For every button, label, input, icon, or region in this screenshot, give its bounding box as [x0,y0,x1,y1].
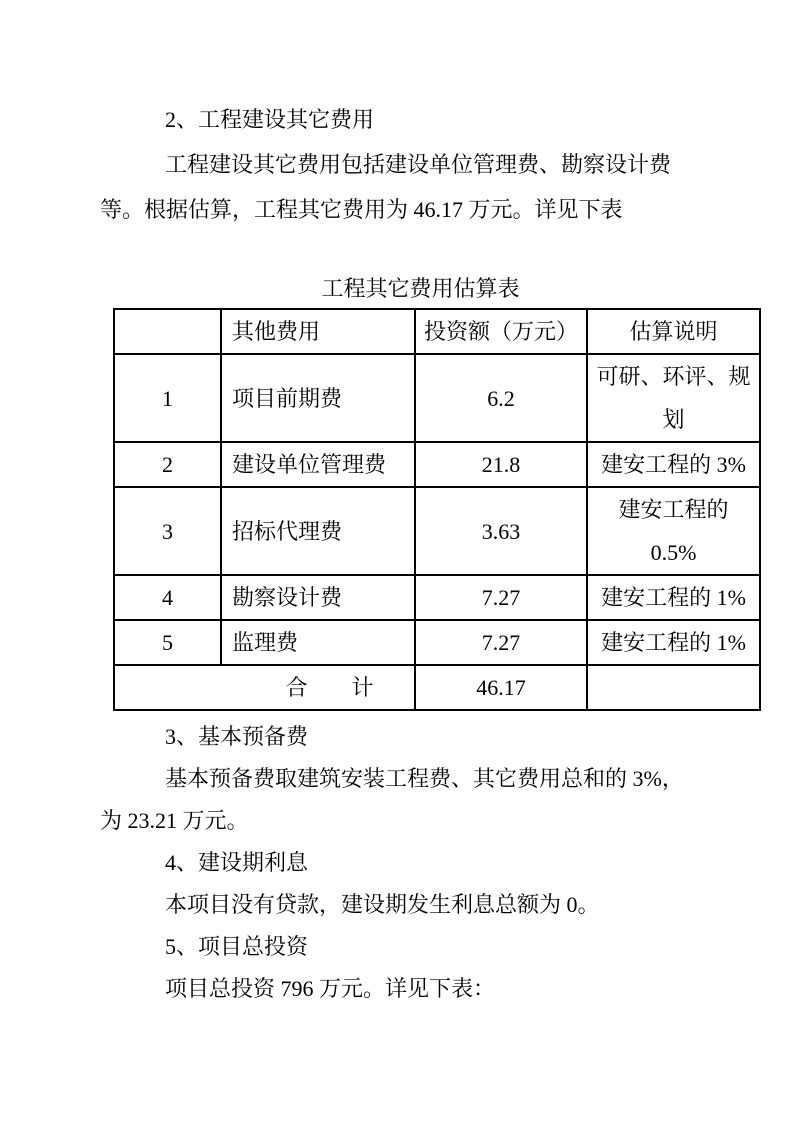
total-amount-cell: 46.17 [415,665,587,710]
note-cell [587,487,760,575]
note-line: 建安工程的 1% [601,630,746,655]
table-row [114,487,760,575]
note-line: 建安工程的 1% [601,585,746,610]
note-cell [587,620,760,665]
amount-cell: 7.27 [415,575,587,620]
bottom-text-block [100,716,741,1010]
total-note-cell [587,665,760,710]
heading-interest: 4、建设期利息 [165,850,309,875]
fee-name-cell: 监理费 [221,620,415,665]
note-line: 可研、环评、规 [596,364,751,389]
paragraph-contingency-line2: 为 23.21 万元。 [100,808,249,833]
heading-contingency: 3、基本预备费 [165,724,309,749]
document-content [100,97,751,1010]
row-number-cell: 1 [114,354,221,442]
note-line: 0.5% [650,540,697,565]
table-row [114,620,760,665]
row-number-cell: 4 [114,575,221,620]
note-cell [587,442,760,487]
table-row [114,354,760,442]
paragraph-interest-line1: 本项目没有贷款，建设期发生利息总额为 0。 [165,892,600,917]
table-row [114,442,760,487]
paragraph-other-costs-line1: 工程建设其它费用包括建设单位管理费、勘察设计费 [165,152,672,177]
row-number-cell: 3 [114,487,221,575]
fee-name-cell: 建设单位管理费 [221,442,415,487]
header-cell-amount: 投资额（万元） [415,309,587,354]
paragraph-other-costs-line2: 等。根据估算，工程其它费用为 46.17 万元。详见下表 [100,197,623,222]
row-number-cell: 5 [114,620,221,665]
table-row [114,575,760,620]
row-number-cell: 2 [114,442,221,487]
note-line: 划 [662,407,685,432]
fee-name-cell: 项目前期费 [221,354,415,442]
note-cell [587,575,760,620]
header-cell-index [114,309,221,354]
fee-name-cell: 招标代理费 [221,487,415,575]
fee-name-cell: 勘察设计费 [221,575,415,620]
header-cell-fee: 其他费用 [221,309,415,354]
amount-cell: 6.2 [415,354,587,442]
cost-estimate-table [113,308,761,711]
header-cell-note: 估算说明 [587,309,760,354]
amount-cell: 21.8 [415,442,587,487]
amount-cell: 3.63 [415,487,587,575]
table-header-row [114,309,760,354]
table-total-row [114,665,760,710]
note-line: 建安工程的 3% [601,452,746,477]
paragraph-total-investment-line1: 项目总投资 796 万元。详见下表： [165,976,496,1001]
total-label-cell: 合 计 [114,665,415,710]
amount-cell: 7.27 [415,620,587,665]
paragraph-contingency-line1: 基本预备费取建筑安装工程费、其它费用总和的 3%， [165,766,684,791]
note-cell [587,354,760,442]
table-title: 工程其它费用估算表 [321,276,520,301]
heading-other-costs: 2、工程建设其它费用 [165,107,375,132]
heading-total-investment: 5、项目总投资 [165,934,309,959]
note-line: 建安工程的 [618,497,729,522]
